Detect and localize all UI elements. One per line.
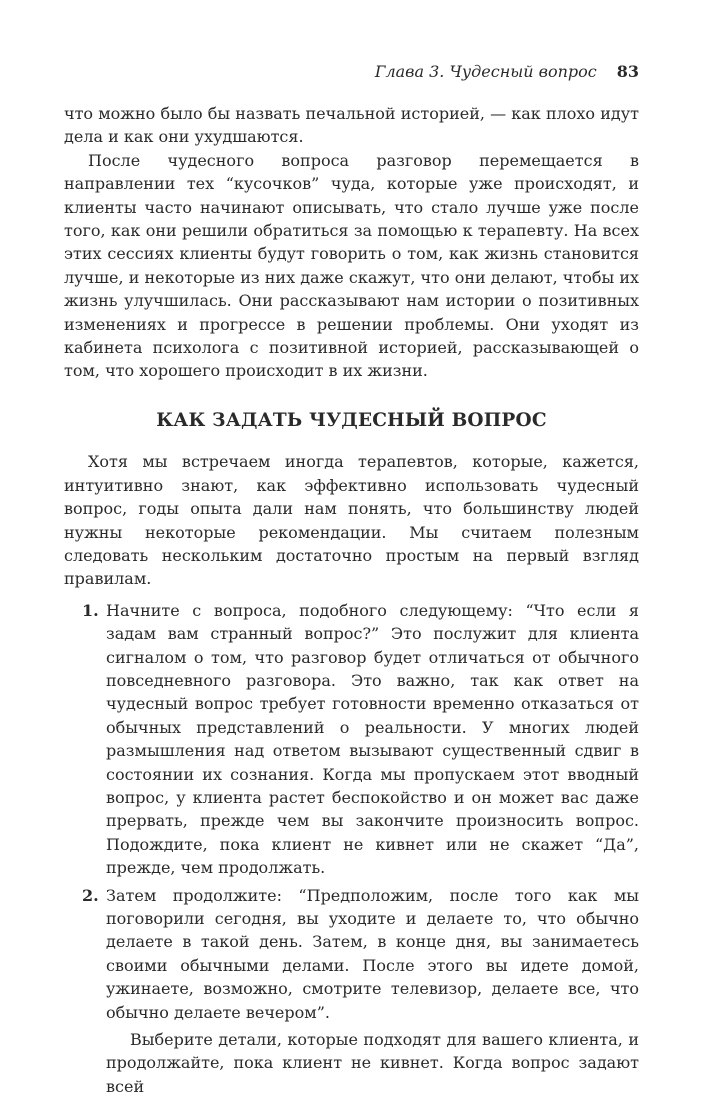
section-heading: КАК ЗАДАТЬ ЧУДЕСНЫЙ ВОПРОС <box>156 409 547 431</box>
paragraph-continued: что можно было бы назвать печальной историей, — как плохо идут дела и как они ухудшаются. <box>64 104 639 147</box>
page-body <box>64 102 639 1098</box>
list-item <box>64 884 639 1024</box>
list-item <box>64 599 639 880</box>
list-continuation: Выберите детали, которые подходят для вашего клиента, и продолжайте, пока клиент не кивнет. Когда вопрос задают всей <box>106 1030 639 1096</box>
numbered-list <box>64 599 639 1024</box>
running-header <box>375 62 639 81</box>
section-intro: Хотя мы встречаем иногда терапевтов, которые, кажется, интуитивно знают, как эффективно использовать чудесный вопрос, годы опыта дали нам понять, что большинству людей нужны некоторые рекомендации. Мы считаем полезным следовать нескольким достаточно простым на первый взгляд правилам. <box>64 452 639 589</box>
list-item-text: Затем продолжите: “Предположим, после того как мы поговорили сегодня, вы уходите и делаете то, что обычно делаете в такой день. Затем, в конце дня, вы занимаетесь своими обычными делами. После этого вы идете домой, ужинаете, возможно, смотрите телевизор, делаете все, что обычно делаете вечером”. <box>106 885 639 1022</box>
chapter-title: Глава 3. Чудесный вопрос <box>374 62 597 81</box>
paragraph: После чудесного вопроса разговор перемещается в направлении тех “кусочков” чуда, которые уже происходят, и клиенты часто начинают описывать, что стало лучше уже после того, как они решили обратиться за помощью к терапевту. На всех этих сессиях клиенты будут говорить о том, как жизнь становится лучше, и некоторые из них даже скажут, что они делают, чтобы их жизнь улучшилась. Они рассказывают нам истории о позитивных изменениях и прогрессе в решении проблемы. Они уходят из кабинета психолога с позитивной историей, рассказывающей о том, что хорошего происходит в их жизни. <box>64 150 639 381</box>
list-marker: 1. <box>82 600 99 620</box>
list-marker: 2. <box>82 885 99 905</box>
page-number: 83 <box>616 62 639 81</box>
list-item-text: Начните с вопроса, подобного следующему: “Что если я задам вам странный вопрос?” Это послужит для клиента сигналом о том, что разговор будет отличаться от обычного повседневного разговора. Это важно, так как ответ на чудесный вопрос требует готовности временно отказаться от обычных представлений о реальности. У многих людей размышления над ответом вызывают существенный сдвиг в состоянии их сознания. Когда мы пропускаем этот вводный вопрос, у клиента растет беспокойство и он может вас даже прервать, прежде чем вы закончите произносить вопрос. Подождите, пока клиент не кивнет или не скажет “Да”, прежде, чем продолжать. <box>106 600 639 878</box>
